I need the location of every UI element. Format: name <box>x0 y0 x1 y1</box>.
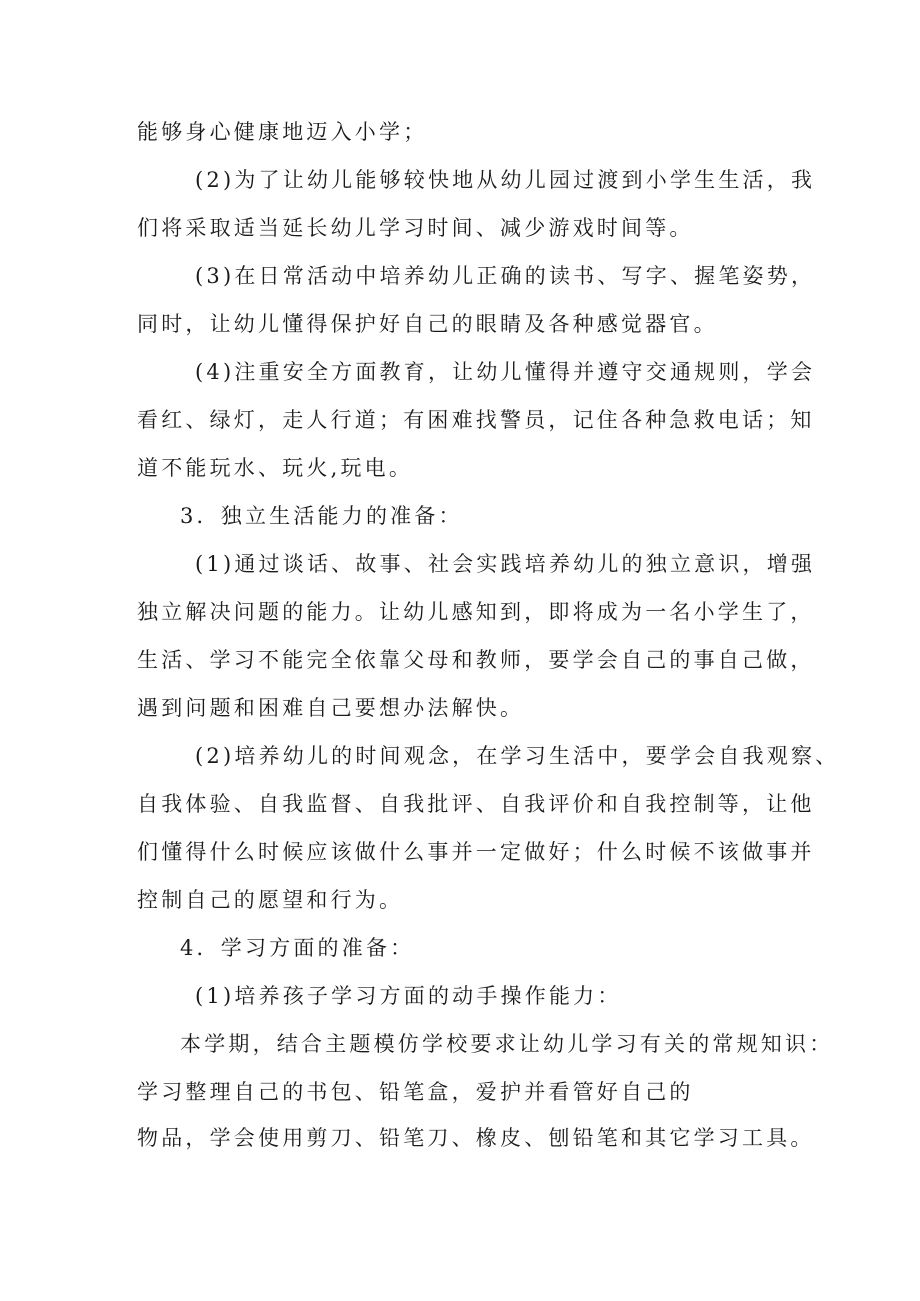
text-line-10: (1)通过谈话、故事、社会实践培养幼儿的独立意识，增强 <box>195 552 816 576</box>
text-line-11: 独立解决问题的能力。让幼儿感知到，即将成为一名小学生了， <box>137 600 815 624</box>
text-line-17: 控制自己的愿望和行为。 <box>137 888 404 912</box>
text-line-12: 生活、学习不能完全依靠父母和教师，要学会自己的事自己做， <box>137 648 815 672</box>
text-line-7: 看红、绿灯，走人行道；有困难找警员，记住各种急救电话；知 <box>137 408 815 432</box>
text-line-20: 本学期，结合主题模仿学校要求让幼儿学习有关的常规知识： <box>180 1032 834 1056</box>
text-line-3: 们将采取适当延长幼儿学习时间、减少游戏时间等。 <box>137 216 694 240</box>
text-line-6: (4)注重安全方面教育，让幼儿懂得并遵守交通规则，学会 <box>195 360 816 384</box>
text-line-21: 学习整理自己的书包、铅笔盒，爱护并看管好自己的 <box>137 1080 694 1104</box>
text-line-8: 道不能玩水、玩火,玩电。 <box>137 456 414 480</box>
text-line-14: (2)培养幼儿的时间观念，在学习生活中，要学会自我观察、 <box>195 744 840 768</box>
text-line-4: (3)在日常活动中培养幼儿正确的读书、写字、握笔姿势， <box>195 264 816 288</box>
text-line-5: 同时，让幼儿懂得保护好自己的眼睛及各种感觉器官。 <box>137 312 718 336</box>
text-line-19: (1)培养孩子学习方面的动手操作能力： <box>195 984 622 1008</box>
text-line-13: 遇到问题和困难自己要想办法解快。 <box>137 696 525 720</box>
section-heading-3: 3．独立生活能力的准备： <box>180 504 463 528</box>
section-heading-4: 4．学习方面的准备： <box>180 936 415 960</box>
text-line-16: 们懂得什么时候应该做什么事并一定做好；什么时候不该做事并 <box>137 840 815 864</box>
text-line-1: 能够身心健康地迈入小学； <box>137 120 428 144</box>
text-line-15: 自我体验、自我监督、自我批评、自我评价和自我控制等，让他 <box>137 792 815 816</box>
text-line-22: 物品，学会使用剪刀、铅笔刀、橡皮、刨铅笔和其它学习工具。 <box>137 1126 815 1150</box>
text-line-2: (2)为了让幼儿能够较快地从幼儿园过渡到小学生生活，我 <box>195 168 816 192</box>
